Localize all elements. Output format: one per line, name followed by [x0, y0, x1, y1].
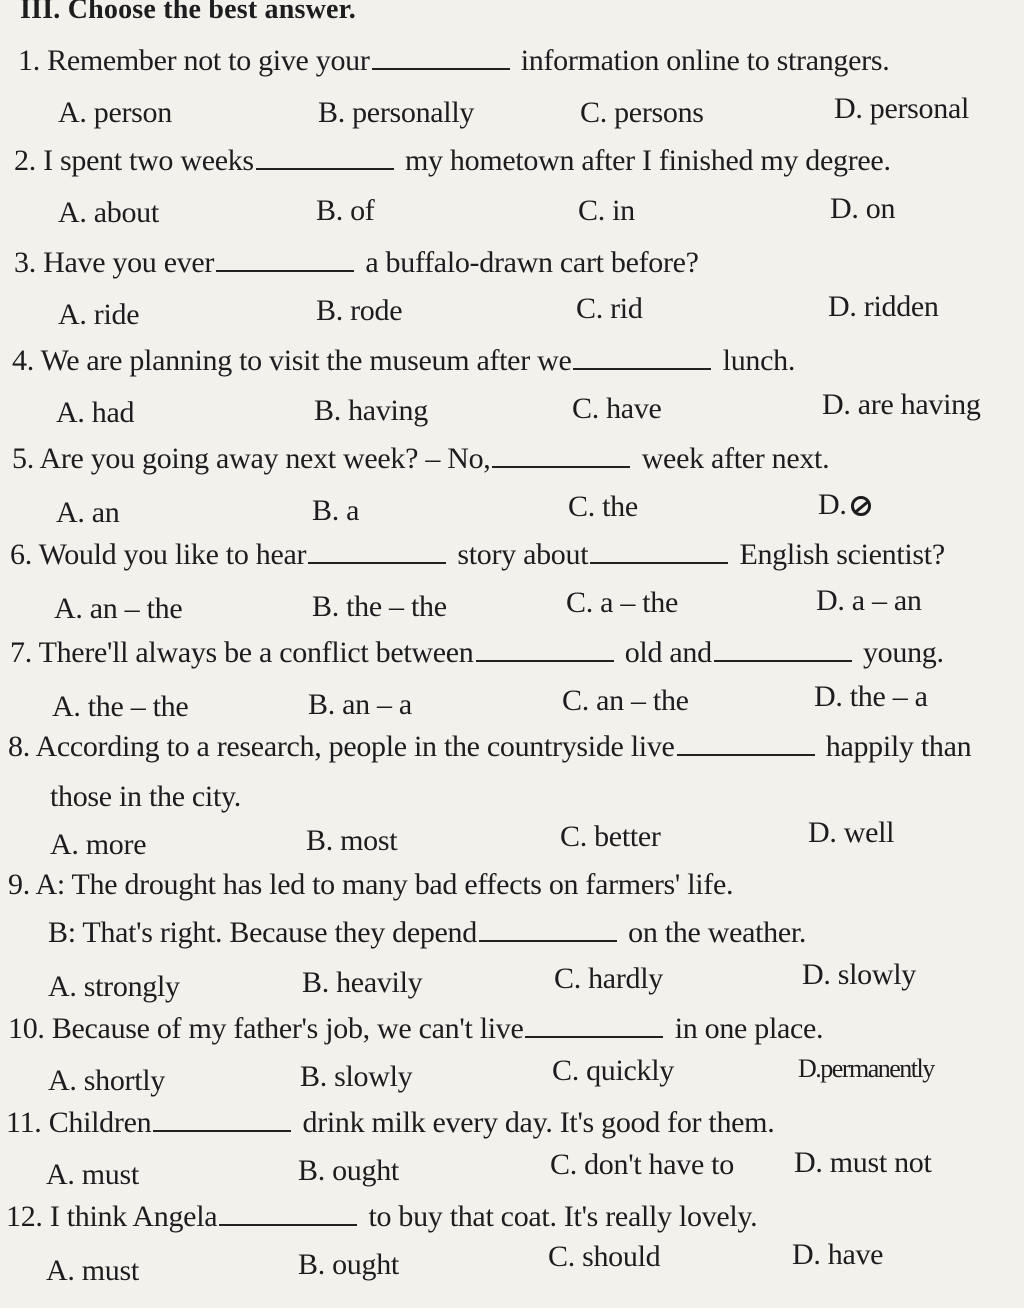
question-text: story about: [457, 538, 589, 571]
question-7: [10, 636, 944, 670]
option-d[interactable]: D. have: [792, 1238, 884, 1271]
option-c[interactable]: C. quickly: [552, 1054, 674, 1087]
option-c[interactable]: C. rid: [576, 292, 643, 325]
answer-blank[interactable]: [479, 918, 617, 942]
option-d[interactable]: D. well: [808, 816, 895, 849]
question-number: 11.: [6, 1106, 42, 1139]
answer-blank[interactable]: [590, 540, 728, 564]
answer-blank[interactable]: [153, 1108, 291, 1132]
question-text: my hometown after I finished my degree.: [405, 144, 891, 177]
question-10: [8, 1012, 823, 1046]
option-b[interactable]: B. slowly: [300, 1060, 413, 1093]
question-number: 2.: [14, 144, 36, 177]
question-text: I spent two weeks: [43, 144, 254, 177]
option-a[interactable]: A. must: [46, 1254, 139, 1287]
option-b[interactable]: B. an – a: [308, 688, 412, 721]
question-number: 7.: [10, 636, 32, 669]
question-text: English scientist?: [739, 538, 945, 571]
option-a[interactable]: A. strongly: [48, 970, 180, 1003]
question-4: [12, 344, 795, 378]
answer-blank[interactable]: [308, 540, 446, 564]
question-continuation: those in the city.: [50, 780, 241, 813]
answer-blank[interactable]: [573, 346, 711, 370]
question-12: [6, 1200, 757, 1234]
option-c[interactable]: C. a – the: [566, 586, 678, 619]
option-a[interactable]: A. ride: [58, 298, 140, 331]
option-b[interactable]: B. personally: [318, 96, 475, 129]
option-b[interactable]: B. having: [314, 394, 428, 427]
option-b[interactable]: B. rode: [316, 294, 403, 327]
option-b[interactable]: B. heavily: [302, 966, 423, 999]
option-d[interactable]: D.permanently: [798, 1054, 934, 1083]
option-a[interactable]: A. had: [56, 396, 135, 429]
question-text: Are you going away next week? – No,: [39, 442, 491, 475]
answer-blank[interactable]: [216, 248, 354, 272]
option-c[interactable]: C. in: [578, 194, 635, 227]
question-number: 8.: [8, 730, 30, 763]
answer-blank[interactable]: [677, 732, 815, 756]
option-a[interactable]: A. about: [58, 196, 159, 229]
option-b[interactable]: B. a: [312, 494, 360, 527]
question-text: B: That's right. Because they depend: [48, 916, 477, 949]
option-d[interactable]: D. must not: [794, 1146, 932, 1179]
question-text: Would you like to hear: [38, 538, 307, 571]
question-number: 4.: [12, 344, 34, 377]
question-text: There'll always be a conflict between: [38, 636, 474, 669]
option-c[interactable]: C. don't have to: [550, 1148, 734, 1181]
option-c[interactable]: C. have: [572, 392, 662, 425]
option-a[interactable]: A. more: [50, 828, 147, 861]
question-text: in one place.: [674, 1012, 824, 1045]
option-b[interactable]: B. most: [306, 824, 398, 857]
option-d[interactable]: D. ridden: [828, 290, 939, 323]
option-d[interactable]: [818, 488, 871, 522]
question-text: to buy that coat. It's really lovely.: [368, 1200, 758, 1233]
option-d[interactable]: D. personal: [834, 92, 969, 125]
question-2: [14, 144, 891, 178]
question-text: old and: [624, 636, 712, 669]
question-number: 5.: [12, 442, 34, 475]
answer-blank[interactable]: [256, 146, 394, 170]
option-c[interactable]: C. better: [560, 820, 661, 853]
question-number: 9.: [8, 868, 30, 901]
option-b[interactable]: B. ought: [298, 1154, 399, 1187]
question-text: Remember not to give your: [47, 44, 370, 77]
question-text: week after next.: [641, 442, 830, 475]
answer-blank[interactable]: [372, 46, 510, 70]
answer-blank[interactable]: [492, 444, 630, 468]
question-number: 6.: [10, 538, 32, 571]
option-a[interactable]: A. person: [58, 96, 172, 129]
question-3: [14, 246, 699, 280]
question-number: 3.: [14, 246, 36, 279]
question-11: [6, 1106, 774, 1140]
option-letter: D.: [818, 488, 847, 521]
question-1: [18, 44, 889, 78]
question-text: information online to strangers.: [520, 44, 890, 77]
question-text: I think Angela: [49, 1200, 218, 1233]
option-c[interactable]: C. the: [568, 490, 638, 523]
question-text: Have you ever: [43, 246, 215, 279]
question-text: drink milk every day. It's good for them.: [302, 1106, 775, 1139]
question-8: [8, 730, 971, 764]
zero-article-icon: [851, 496, 871, 516]
question-5: [12, 442, 829, 476]
question-text: young.: [862, 636, 944, 669]
option-b[interactable]: B. of: [316, 194, 375, 227]
answer-blank[interactable]: [219, 1202, 357, 1226]
option-b[interactable]: B. ought: [298, 1248, 399, 1281]
question-text: According to a research, people in the countryside live: [35, 730, 675, 763]
question-text: We are planning to visit the museum after we: [40, 344, 572, 377]
question-text: lunch.: [722, 344, 796, 377]
option-a[interactable]: A. the – the: [52, 690, 189, 723]
question-6: [10, 538, 945, 572]
option-c[interactable]: C. an – the: [562, 684, 689, 717]
option-d[interactable]: D. slowly: [802, 958, 916, 991]
question-text: Because of my father's job, we can't live: [51, 1012, 524, 1045]
option-a[interactable]: A. an: [56, 496, 120, 529]
answer-blank[interactable]: [525, 1014, 663, 1038]
question-text: on the weather.: [628, 916, 807, 949]
question-text: a buffalo-drawn cart before?: [365, 246, 699, 279]
question-text: Children: [48, 1106, 152, 1139]
option-d[interactable]: D. on: [830, 192, 896, 225]
answer-blank[interactable]: [476, 638, 614, 662]
question-text: A: The drought has led to many bad effects on farmers' life.: [35, 868, 734, 901]
question-number: 1.: [18, 44, 40, 77]
question-line-2: [48, 916, 806, 950]
question-number: 12.: [6, 1200, 43, 1233]
question-9: [8, 868, 733, 902]
option-a[interactable]: A. an – the: [54, 592, 183, 625]
option-d[interactable]: D. the – a: [814, 680, 928, 713]
option-d[interactable]: D. a – an: [816, 584, 922, 617]
option-d[interactable]: D. are having: [822, 388, 981, 421]
option-c[interactable]: C. persons: [580, 96, 704, 129]
option-c[interactable]: C. hardly: [554, 962, 663, 995]
option-a[interactable]: A. must: [46, 1158, 139, 1191]
section-heading: III. Choose the best answer.: [20, 0, 356, 25]
question-text: happily than: [825, 730, 972, 763]
question-number: 10.: [8, 1012, 45, 1045]
answer-blank[interactable]: [714, 638, 852, 662]
option-b[interactable]: B. the – the: [312, 590, 447, 623]
option-c[interactable]: C. should: [548, 1240, 661, 1273]
option-a[interactable]: A. shortly: [48, 1064, 166, 1097]
